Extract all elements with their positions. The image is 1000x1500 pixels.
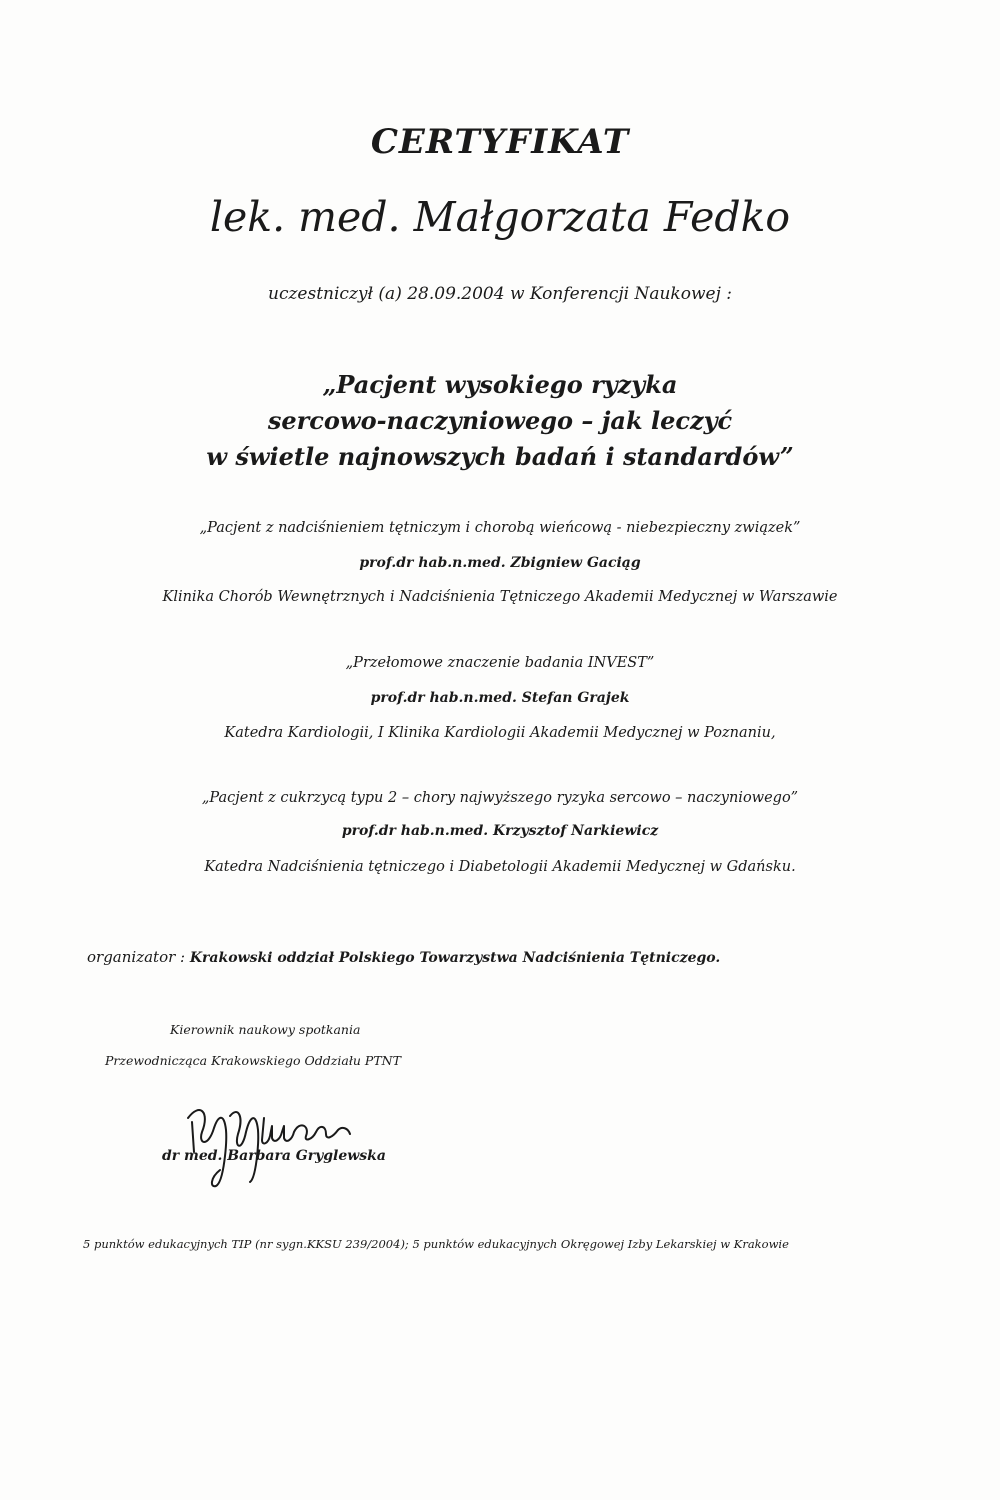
talk-2-affiliation: Katedra Kardiologii, I Klinika Kardiologii Akademii Medycznej w Poznaniu, xyxy=(224,725,776,741)
talk-1-speaker: prof.dr hab.n.med. Zbigniew Gaciąg xyxy=(359,555,641,571)
conference-title-line-1: „Pacjent wysokiego ryzyka xyxy=(322,370,678,399)
talk-3-affiliation: Katedra Nadciśnienia tętniczego i Diabetologii Akademii Medycznej w Gdańsku. xyxy=(204,859,796,875)
signatory-name: dr med. Barbara Gryglewska xyxy=(162,1148,386,1164)
attendance-statement: uczestniczył (a) 28.09.2004 w Konferencji Naukowej : xyxy=(268,284,732,304)
talk-2-speaker: prof.dr hab.n.med. Stefan Grajek xyxy=(370,690,630,706)
conference-title-line-3: w świetle najnowszych badań i standardów” xyxy=(206,442,794,471)
handwritten-signature xyxy=(180,1082,400,1192)
recipient-name: lek. med. Małgorzata Fedko xyxy=(209,193,791,241)
conference-title-line-2: sercowo-naczyniowego – jak leczyć xyxy=(267,406,733,435)
organizer-label: organizator : xyxy=(87,948,186,966)
organizer-line xyxy=(87,948,720,966)
talk-3-speaker: prof.dr hab.n.med. Krzysztof Narkiewicz xyxy=(341,823,659,839)
certificate-title: CERTYFIKAT xyxy=(370,122,630,162)
talk-1-title: „Pacjent z nadciśnieniem tętniczym i chorobą wieńcową - niebezpieczny związek” xyxy=(199,520,801,536)
organizer-name: Krakowski oddział Polskiego Towarzystwa Nadciśnienia Tętniczego. xyxy=(189,950,721,966)
talk-1-affiliation: Klinika Chorób Wewnętrznych i Nadciśnienia Tętniczego Akademii Medycznej w Warszawie xyxy=(162,589,838,605)
signatory-role-line-2: Przewodnicząca Krakowskiego Oddziału PTNT xyxy=(105,1053,401,1068)
signatory-role-line-1: Kierownik naukowy spotkania xyxy=(170,1022,361,1037)
talk-3-title: „Pacjent z cukrzycą typu 2 – chory najwyższego ryzyka sercowo – naczyniowego” xyxy=(201,790,799,806)
talk-2-title: „Przełomowe znaczenie badania INVEST” xyxy=(345,655,655,671)
education-points-note: 5 punktów edukacyjnych TIP (nr sygn.KKSU 239/2004); 5 punktów edukacyjnych Okręgowej Izby Lekarskiej w Krakowie xyxy=(83,1237,789,1251)
